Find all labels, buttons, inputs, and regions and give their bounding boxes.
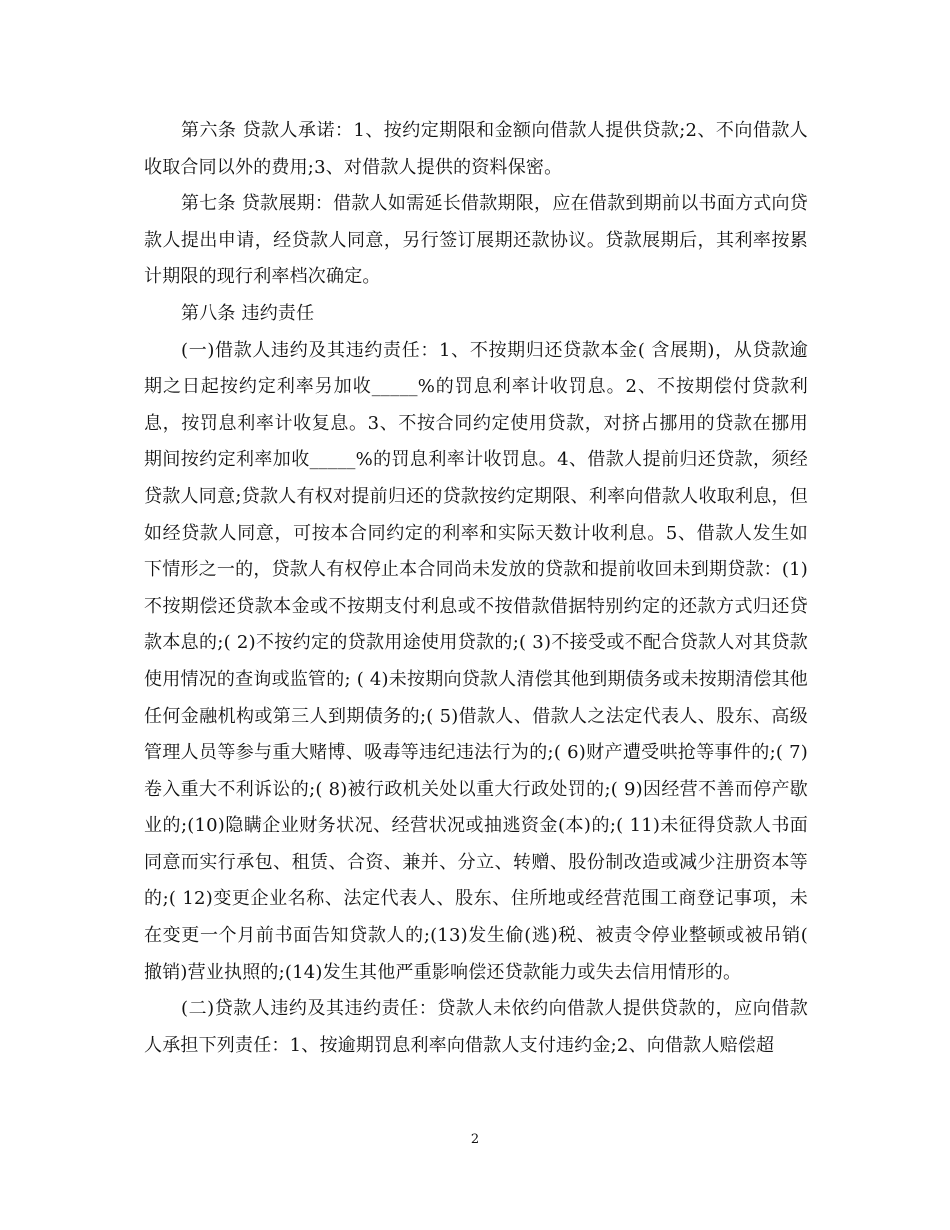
paragraph-article-8-heading: 第八条 违约责任 xyxy=(181,302,315,324)
paragraph-lender-default: (二)贷款人违约及其违约责任：贷款人未依约向借款人提供贷款的，应向借款人承担下列责任：1、按逾期罚息利率向借款人支付违约金;2、向借款人赔偿超 xyxy=(144,998,808,1056)
paragraph-borrower-default: (一)借款人违约及其违约责任：1、不按期归还贷款本金( 含展期)，从贷款逾期之日起按约定利率另加收_____%的罚息利率计收罚息。2、不按期偿付贷款利息，按罚息利率计收复息。3、不按合同约定使用贷款，对挤占挪用的贷款在挪用期间按约定利率加收_____%的罚息利率计收罚息。4、借款人提前归还贷款，须经贷款人同意;贷款人有权对提前归还的贷款按约定期限、利率向借款人收取利息，但如经贷款人同意，可按本合同约定的利率和实际天数计收利息。5、借款人发生如下情形之一的，贷款人有权停止本合同尚未发放的贷款和提前收回未到期贷款：(1)不按期偿还贷款本金或不按期支付利息或不按借款借据特别约定的还款方式归还贷款本息的;( 2)不按约定的贷款用途使用贷款的;( 3)不接受或不配合贷款人对其贷款使用情况的查询或监管的; ( 4)未按期向贷款人清偿其他到期债务或未按期清偿其他任何金融机构或第三人到期债务的;( 5)借款人、借款人之法定代表人、股东、高级管理人员等参与重大赌博、吸毒等违纪违法行为的;( 6)财产遭受哄抢等事件的;( 7)卷入重大不利诉讼的;( 8)被行政机关处以重大行政处罚的;( 9)因经营不善而停产歇业的;(10)隐瞒企业财务状况、经营状况或抽逃资金(本)的;( 11)未征得贷款人书面同意而实行承包、租赁、合资、兼并、分立、转赠、股份制改造或减少注册资本等的;( 12)变更企业名称、法定代表人、股东、住所地或经营范围工商登记事项，未在变更一个月前书面告知贷款人的;(13)发生偷(逃)税、被责令停业整顿或被吊销( 撤销)营业执照的;(14)发生其他严重影响偿还贷款能力或失去信用情形的。 xyxy=(144,339,808,983)
page-number: 2 xyxy=(470,1132,480,1147)
document-body xyxy=(144,113,808,1064)
paragraph-article-6: 第六条 贷款人承诺：1、按约定期限和金额向借款人提供贷款;2、不向借款人收取合同以外的费用;3、对借款人提供的资料保密。 xyxy=(144,120,808,178)
paragraph-article-7: 第七条 贷款展期：借款人如需延长借款期限，应在借款到期前以书面方式向贷款人提出申请，经贷款人同意，另行签订展期还款协议。贷款展期后，其利率按累计期限的现行利率档次确定。 xyxy=(144,193,808,288)
